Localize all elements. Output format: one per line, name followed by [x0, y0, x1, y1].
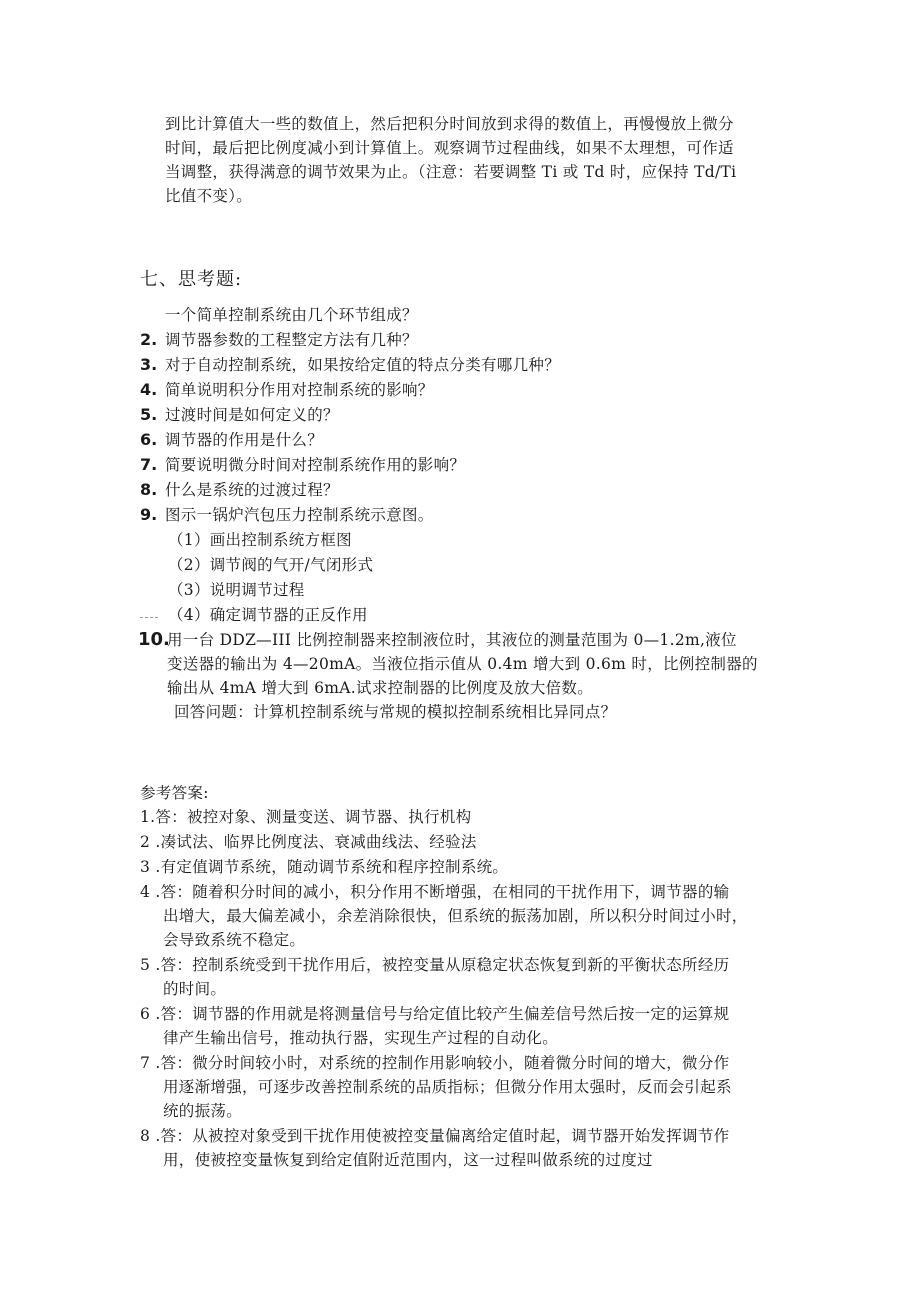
- question-10-line-1: 用一台 DDZ—III 比例控制器来控制液位时，其液位的测量范围为 0—1.2m,液位: [167, 631, 737, 649]
- question-text: 对于自动控制系统，如果按给定值的特点分类有哪几种？: [165, 356, 561, 374]
- question-11: 回答问题：计算机控制系统与常规的模拟控制系统相比异同点？: [174, 703, 617, 721]
- question-text: 调节器的作用是什么？: [165, 431, 324, 449]
- question-number: 4.: [140, 380, 158, 399]
- question-10-line-3: 输出从 4mA 增大到 6mA.试求控制器的比例度及放大倍数。: [167, 679, 594, 697]
- question-text: 简单说明积分作用对控制系统的影响？: [165, 381, 434, 399]
- question-text: 什么是系统的过渡过程？: [165, 481, 339, 499]
- question-1: 一个简单控制系统由几个环节组成？: [165, 306, 418, 324]
- answer-line: 会导致系统不稳定。: [163, 931, 306, 949]
- answer-line: 1.答：被控对象、测量变送、调节器、执行机构: [140, 808, 472, 826]
- question-text: 过渡时间是如何定义的？: [165, 406, 339, 424]
- question-number: 8.: [140, 480, 158, 499]
- question-number: 3.: [140, 355, 158, 374]
- question-number: 7.: [140, 455, 158, 474]
- questions-heading: 七、思考题:: [140, 269, 243, 290]
- intro-line-1: 到比计算值大一些的数值上，然后把积分时间放到求得的数值上，再慢慢放上微分: [165, 115, 734, 133]
- question-text: 简要说明微分时间对控制系统作用的影响？: [165, 456, 466, 474]
- answer-line: 的时间。: [163, 980, 227, 998]
- intro-line-3: 当调整，获得满意的调节效果为止。（注意：若要调整 Ti 或 Td 时，应保持 Td/Ti: [165, 163, 737, 181]
- sub-item-3: （3）说明调节过程: [168, 581, 305, 599]
- answer-line: 4 .答：随着积分时间的减小，积分作用不断增强，在相同的干扰作用下，调节器的输: [140, 883, 730, 901]
- sub-item-2: （2）调节阀的气开/气闭形式: [168, 556, 374, 574]
- scan-dash-mark: [140, 617, 158, 618]
- sub-item-1: （1）画出控制系统方框图: [168, 531, 352, 549]
- answer-line: 8 .答：从被控对象受到干扰作用使被控变量偏离给定值时起，调节器开始发挥调节作: [140, 1127, 730, 1145]
- question-number: 6.: [140, 430, 158, 449]
- answer-line: 2 .凑试法、临界比例度法、衰减曲线法、经验法: [140, 833, 477, 851]
- question-number: 5.: [140, 405, 158, 424]
- answer-line: 3 .有定值调节系统，随动调节系统和程序控制系统。: [140, 858, 509, 876]
- answer-line: 用逐渐增强，可逐步改善控制系统的品质指标；但微分作用太强时，反而会引起系: [163, 1078, 732, 1096]
- answer-line: 用，使被控变量恢复到给定值附近范围内，这一过程叫做系统的过度过: [163, 1151, 653, 1169]
- answer-line: 7 .答：微分时间较小时，对系统的控制作用影响较小，随着微分时间的增大，微分作: [140, 1054, 730, 1072]
- answer-line: 律产生输出信号，推动执行器，实现生产过程的自动化。: [163, 1029, 559, 1047]
- answer-line: 6 .答：调节器的作用就是将测量信号与给定值比较产生偏差信号然后按一定的运算规: [140, 1005, 730, 1023]
- question-number: 9.: [140, 505, 158, 524]
- question-10-line-2: 变送器的输出为 4—20mA。当液位指示值从 0.4m 增大到 0.6m 时，比例控制器的: [167, 655, 758, 673]
- answer-line: 5 .答：控制系统受到干扰作用后，被控变量从原稳定状态恢复到新的平衡状态所经历: [140, 956, 730, 974]
- question-number: 10.: [138, 629, 170, 650]
- answer-line: 出增大，最大偏差减小，余差消除很快，但系统的振荡加剧，所以积分时间过小时，: [163, 907, 748, 925]
- answer-line: 统的振荡。: [163, 1102, 243, 1120]
- intro-line-2: 时间，最后把比例度减小到计算值上。观察调节过程曲线，如果不太理想，可作适: [165, 139, 734, 157]
- question-number: 2.: [140, 330, 158, 349]
- question-text: 图示一锅炉汽包压力控制系统示意图。: [165, 506, 434, 524]
- intro-line-4: 比值不变）。: [165, 187, 253, 205]
- answers-heading: 参考答案:: [140, 784, 209, 802]
- sub-item-4: （4）确定调节器的正反作用: [168, 606, 368, 624]
- question-text: 调节器参数的工程整定方法有几种？: [165, 331, 418, 349]
